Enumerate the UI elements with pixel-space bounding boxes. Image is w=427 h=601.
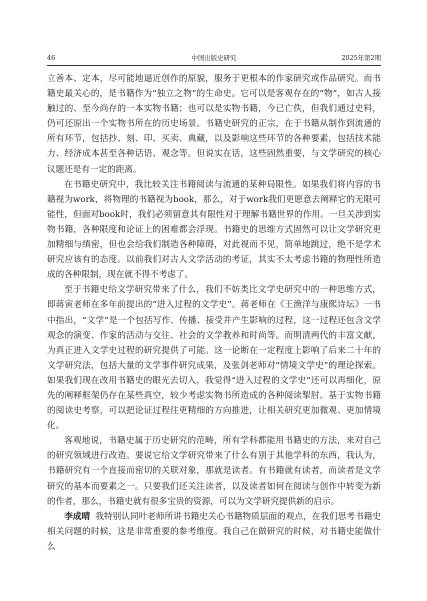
paragraph: 在书籍史研究中，我比较关注书籍阅读与流通的某种局限性。如果我们将内容的书籍视为work，将物理的书籍视为book，那么，对于work我们更愿意去阐释它的无限可能性，但面对book时，我们必须留意其有限性对于理解书籍世界的作用。一旦关涉到实物书籍，各种限度和论证上的困难都会浮现。书籍史的思维方式固然可以让文学研究更加精细与缜密，但也会给我们制造各种障碍，对此视而不见，简单地跳过，绝不是学术研究应该有的态度。以前我们对古人文学活动的考证，其实不太考虑书籍的物理性所造成的各种限制，现在就不得不考虑了。 — [47, 179, 381, 281]
speaker-paragraph — [47, 510, 381, 555]
article-body — [47, 72, 381, 555]
paragraph-text: 我特别认同叶老师所讲书籍史关心书籍物质层面的观点，在我们思考书籍史相关问题的时候，这是非常重要的参考维度。我自己在做研究的时候，对书籍史能做什么 — [47, 511, 381, 552]
page-number: 46 — [47, 54, 56, 62]
running-header — [47, 51, 381, 66]
paragraph: 立善本、定本，尽可能地逼近创作的原貌，服务于更根本的作家研究或作品研究。而书籍史最关心的，是书籍作为“独立之物”的生命史。它可以是客观存在的“物”，如古人接触过的、至今尚存的一本实物书籍；也可以是实物书籍，今已亡佚，但我们通过史料，仍可还原出一个实物书所在的历史场景。书籍史研究的正宗，在于书籍从制作到流通的所有环节，包括抄、刻、印、买卖、典藏，以及影响这些环节的各种要素，包括技术能力、经济成本甚至各种话语、观念等。但说实在话，这些固然重要，与文学研究的核心议题还是有一定的距离。 — [47, 74, 381, 175]
journal-name: 中国出版史研究 — [191, 54, 237, 62]
paragraph: 客观地说，书籍史属于历史研究的范畴，所有学科都能用书籍史的方法，来对自己的研究领域进行改造。要说它给文学研究带来了什么有别于其他学科的东西，我认为，书籍研究有一个直接而密切的关联对象，那就是读者。有书籍就有读者，而读者是文学研究的基本而要素之一。只要我们还关注读者，以及读者如何在阅读与创作中转变为新的作者，那么，书籍史就有很多宝贵的资源，可以为文学研究提供新的启示。 — [47, 436, 381, 507]
paragraph: 至于书籍史给文学研究带来了什么，我们不妨类比文学史研究中的一种思维方式，即蒋寅老师在多年前提出的“进入过程的文学史”。蒋老师在《王渔洋与康熙诗坛》一书中指出，“文学”是一个包括写作、传播、接受并产生影响的过程，这一过程还包含文学观念的演变、作家的活动与交往、社会的文学教养和时尚等。而明清两代的丰富文献，为真正进入文学史过程的研究提供了可能。这一论断在一定程度上影响了后来二十年的文学研究法，包括大量的文学事件研究成果，及张剑老师对“情境文学史”的理论探索。如果我们现在改用书籍史的眼光去切入，我觉得“进入过程的文学史”还可以再细化，原先的阐释框架仍存在某些真空，较少考虑实物书所造成的各种阅读掣肘。基于实物书籍的阅读史考察，可以把论证过程往更精细的方向推进，让相关研究更加微观、更加情境化。 — [47, 285, 381, 432]
issue-label: 2025年第2期 — [341, 54, 381, 62]
speaker-name: 李成晴 — [64, 511, 91, 522]
